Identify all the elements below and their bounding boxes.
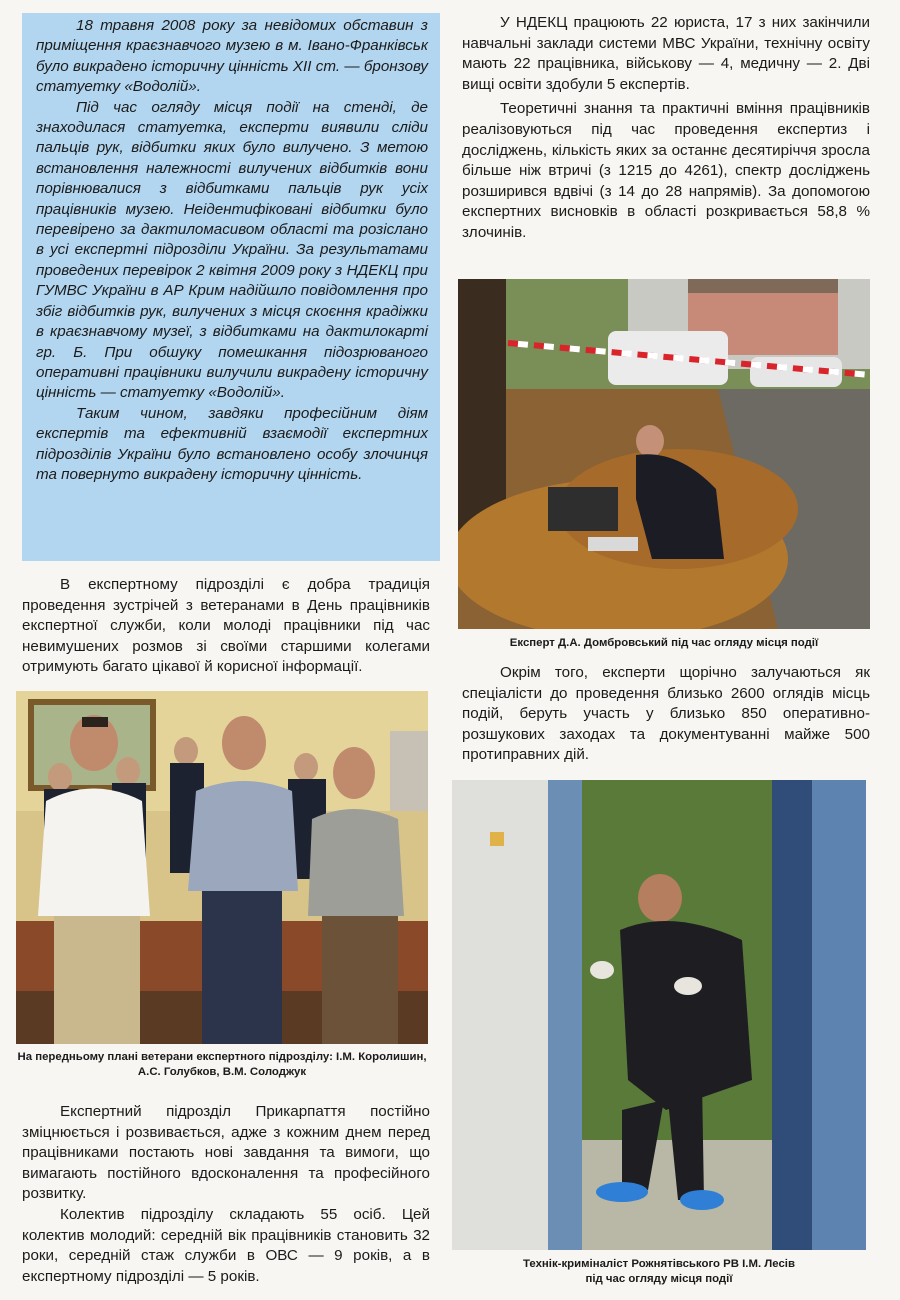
photo-dombrovsky-illustration [458, 279, 870, 629]
left-paragraph-tradition-block [22, 575, 430, 678]
box-paragraph-conclusion: Таким чином, завдяки професійним діям експертів та ефективній взаємодії експертних підрозділів України було встановлено особу злочинця та повернуто викрадену історичну цінність. [36, 404, 428, 483]
paragraph-staff: Колектив підрозділу складають 55 осіб. Цей колектив молодий: середній вік працівників становить 32 роки, середній стаж служби в ОВС — 9 років, а в експертному підрозділі — 5 років. [22, 1205, 430, 1285]
paragraph-besides: Окрім того, експерти щорічно залучаються як спеціалісти до проведення близько 2600 оглядів місць подій, беруть участь у близько 850 оперативно-розшукових заходах та документуванні майже 500 протиправних дій. [462, 664, 870, 764]
right-middle-text-block [462, 663, 870, 766]
caption-lesiv-line2: під час огляду місця події [585, 1273, 733, 1285]
left-bottom-text-block [22, 1102, 430, 1287]
paragraph-theory: Теоретичні знання та практичні вміння працівників реалізовуються під час проведення експертиз і досліджень, кількість яких за останнє десятиріччя зросла більше ніж втричі (з 1215 до 4261), спектр досліджень розширився вдвічі (з 14 до 28 напрямів). За допомогою експертних висновків в області розкривається 58,8 % злочинів. [462, 100, 870, 241]
right-top-text-block [462, 13, 870, 244]
box-paragraph-theft: 18 травня 2008 року за невідомих обставин з приміщення краєзнавчого музею в м. Івано-Франківськ було викрадено історичну цінність XII ст. — бронзову статуетку «Водолій». [36, 17, 428, 96]
caption-lesiv [452, 1257, 866, 1287]
highlight-box [22, 13, 440, 561]
box-paragraph-investigation: Під час огляду місця події на стенді, де знаходилася статуетка, експерти виявили сліди пальців рук, відбитки яких було вилучено. З метою встановлення належності вилучених відбитків вони порівнювалися з відбитками пальців рук усіх працівників музею. Неідентифіковані відбитки було перевірено за дактиломасивом області та розіслано в усі експертні підрозділи України. За результатами проведених перевірок 2 квітня 2009 року з НДЕКЦ при ГУМВС України в АР Крим надійшло повідомлення про збіг відбитків рук, вилучених з місця скоєння крадіжки в краєзнавчому музеї, з відбитками на дактилокарті гр. Б. При обшуку помешкання підозрюваного оперативні працівники вилучили викрадену історичну цінність — статуетку «Водолій». [36, 98, 428, 402]
caption-dombrovsky: Експерт Д.А. Домбровський під час огляду місця події [509, 637, 819, 649]
photo-veterans-illustration [16, 691, 428, 1044]
photo-veterans [16, 691, 428, 1044]
paragraph-development: Експертний підрозділ Прикарпаття постійно зміцнюється і розвивається, адже з кожним днем перед працівниками постають нові завдання та вимоги, що вимагають постійного вдосконалення та професійного розвитку. [22, 1103, 430, 1203]
photo-lesiv-illustration [452, 780, 866, 1250]
photo-lesiv [452, 780, 866, 1250]
paragraph-lawyers: У НДЕКЦ працюють 22 юриста, 17 з них закінчили навчальні заклади системи МВС України, технічну освіту мають 22 працівника, військову — 4, медичну — 2. Дві вищі освіти здобули 5 експертів. [462, 14, 870, 93]
caption-lesiv-line1: Технік-криміналіст Рожнятівського РВ І.М. Лесів [523, 1258, 795, 1270]
caption-veterans: На передньому плані ветерани експертного підрозділу: І.М. Королишин, А.С. Голубков, В.М. Солоджук [17, 1051, 427, 1078]
paragraph-tradition: В експертному підрозділі є добра традиція проведення зустрічей з ветеранами в День працівників експертної служби, коли молоді працівники під час невимушених розмов зі своїми старшими колегами отримують багато цікавої й корисної інформації. [22, 576, 430, 676]
photo-dombrovsky [458, 279, 870, 629]
